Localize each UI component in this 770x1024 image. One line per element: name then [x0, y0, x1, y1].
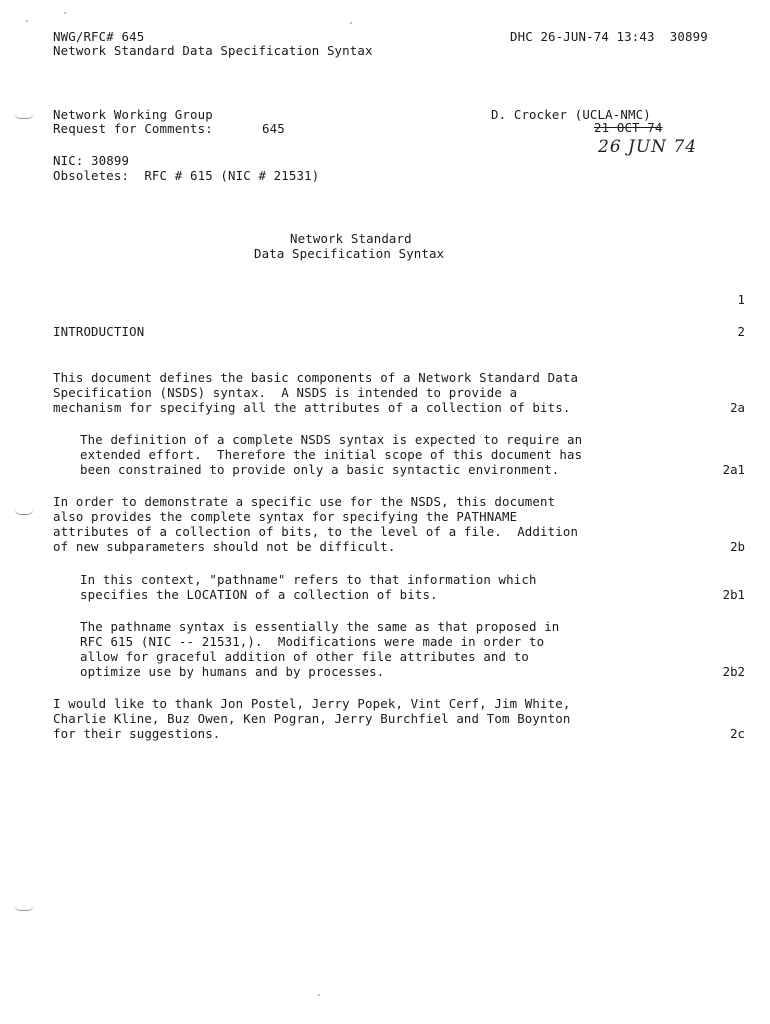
text-line: of new subparameters should not be difficult. [53, 539, 396, 554]
title-line-2: Data Specification Syntax [254, 246, 445, 261]
statement-number: 2a [730, 400, 745, 415]
handwritten-date: 26 JUN 74 [598, 137, 698, 157]
obsoletes: Obsoletes: RFC # 615 (NIC # 21531) [53, 168, 320, 183]
text-line: specifies the LOCATION of a collection of bits. [80, 587, 438, 602]
scan-speck [64, 12, 66, 14]
rfc-label: Request for Comments: [53, 121, 213, 136]
statement-number: 2b [730, 539, 745, 554]
statement-number: 2b2 [722, 664, 745, 679]
binder-hole-mark [14, 904, 34, 911]
text-line: attributes of a collection of bits, to the level of a file. Addition [53, 524, 579, 539]
text-line: allow for graceful addition of other file attributes and to [80, 649, 529, 664]
text-line: The definition of a complete NSDS syntax is expected to require an [80, 432, 583, 447]
text-line: RFC 615 (NIC -- 21531,). Modifications were made in order to [80, 634, 545, 649]
rfc-number: 645 [262, 121, 285, 136]
text-line: extended effort. Therefore the initial scope of this document has [80, 447, 583, 462]
text-line: Charlie Kline, Buz Owen, Ken Pogran, Jerry Burchfiel and Tom Boynton [53, 711, 571, 726]
text-line: Specification (NSDS) syntax. A NSDS is intended to provide a [53, 385, 518, 400]
section-heading: INTRODUCTION [53, 324, 145, 339]
text-line: optimize use by humans and by processes. [80, 664, 385, 679]
text-line: I would like to thank Jon Postel, Jerry Popek, Vint Cerf, Jim White, [53, 696, 571, 711]
text-line: This document defines the basic components of a Network Standard Data [53, 370, 579, 385]
author: D. Crocker (UCLA-NMC) [491, 107, 651, 122]
scan-speck [318, 994, 320, 996]
text-line: In order to demonstrate a specific use for the NSDS, this document [53, 494, 556, 509]
title-statement-number: 1 [737, 292, 745, 307]
text-line: for their suggestions. [53, 726, 221, 741]
journal-stamp: DHC 26-JUN-74 13:43 30899 [510, 29, 708, 44]
rfc-id: NWG/RFC# 645 [53, 29, 145, 44]
scan-speck [26, 20, 28, 22]
text-line: also provides the complete syntax for specifying the PATHNAME [53, 509, 518, 524]
struck-date: 21 OCT 74 [594, 120, 663, 135]
scan-speck [350, 22, 352, 24]
text-line: The pathname syntax is essentially the same as that proposed in [80, 619, 560, 634]
statement-number: 2b1 [722, 587, 745, 602]
statement-number: 2a1 [722, 462, 745, 477]
section-number: 2 [737, 324, 745, 339]
running-title: Network Standard Data Specification Syntax [53, 43, 373, 58]
title-line-1: Network Standard [290, 231, 412, 246]
text-line: mechanism for specifying all the attributes of a collection of bits. [53, 400, 571, 415]
text-line: In this context, "pathname" refers to that information which [80, 572, 537, 587]
text-line: been constrained to provide only a basic syntactic environment. [80, 462, 560, 477]
binder-hole-mark [14, 112, 34, 119]
binder-hole-mark [14, 508, 34, 515]
working-group: Network Working Group [53, 107, 213, 122]
nic-number: NIC: 30899 [53, 153, 130, 168]
statement-number: 2c [730, 726, 745, 741]
